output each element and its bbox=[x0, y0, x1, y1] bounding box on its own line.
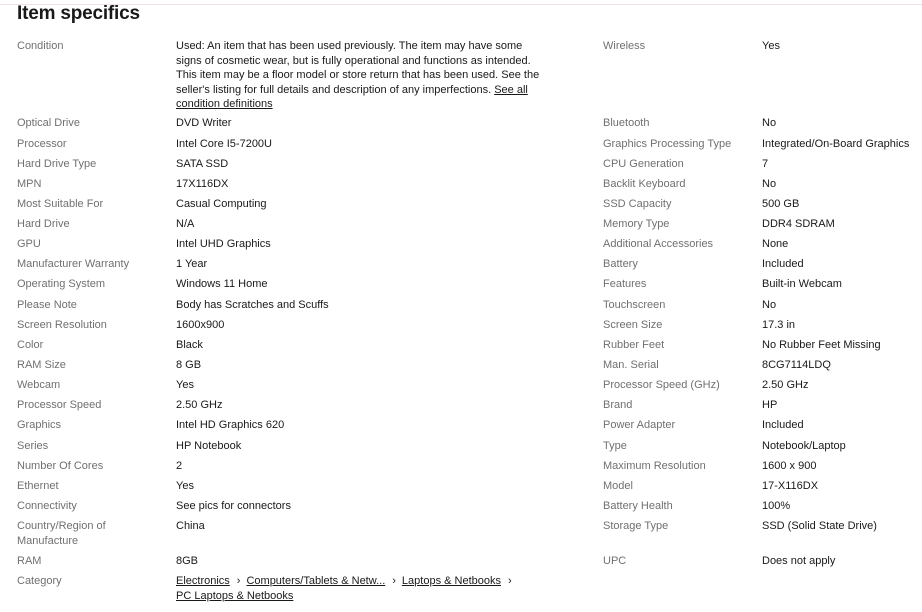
spec-label: Color bbox=[17, 339, 44, 351]
spec-label: Operating System bbox=[17, 278, 106, 290]
spec-label: Brand bbox=[603, 399, 633, 411]
spec-value: Intel Core I5-7200U bbox=[176, 138, 272, 150]
spec-label: Screen Size bbox=[603, 319, 663, 331]
spec-label: Number Of Cores bbox=[17, 460, 104, 472]
spec-value: 7 bbox=[762, 158, 769, 170]
spec-label-wireless: Wireless bbox=[603, 40, 646, 52]
spec-value: 8CG7114LDQ bbox=[762, 359, 831, 371]
condition-definitions-link[interactable]: See all condition definitions bbox=[176, 83, 528, 110]
spec-value: 1 Year bbox=[176, 258, 208, 270]
category-label: Category bbox=[17, 575, 62, 587]
spec-value: Intel HD Graphics 620 bbox=[176, 419, 285, 431]
spec-value: 8 GB bbox=[176, 359, 202, 371]
spec-value: No bbox=[762, 178, 777, 190]
spec-value: N/A bbox=[176, 218, 195, 230]
spec-label: Most Suitable For bbox=[17, 198, 104, 210]
spec-value: 500 GB bbox=[762, 198, 800, 210]
spec-value: DVD Writer bbox=[176, 117, 232, 129]
spec-value: None bbox=[762, 238, 789, 250]
spec-label: Webcam bbox=[17, 379, 61, 391]
breadcrumb-electronics[interactable]: Electronics bbox=[176, 575, 230, 587]
breadcrumb-pc-laptops-netbooks[interactable]: PC Laptops & Netbooks bbox=[176, 589, 294, 602]
condition-value bbox=[176, 39, 548, 112]
spec-label: RAM bbox=[17, 555, 42, 567]
spec-label: Features bbox=[603, 278, 647, 290]
spec-value: See pics for connectors bbox=[176, 500, 291, 512]
spec-value: No bbox=[762, 299, 777, 311]
spec-value: Included bbox=[762, 419, 804, 431]
spec-value: 17-X116DX bbox=[762, 480, 819, 492]
spec-label: CPU Generation bbox=[603, 158, 684, 170]
spec-label: Battery Health bbox=[603, 500, 673, 512]
spec-label: Connectivity bbox=[17, 500, 77, 512]
spec-label: Ethernet bbox=[17, 480, 59, 492]
spec-value: 8GB bbox=[176, 555, 199, 567]
spec-value: No Rubber Feet Missing bbox=[762, 339, 881, 351]
spec-label: Manufacturer Warranty bbox=[17, 258, 130, 270]
spec-label: RAM Size bbox=[17, 359, 66, 371]
spec-value: 2 bbox=[176, 460, 183, 472]
spec-value: Included bbox=[762, 258, 804, 270]
spec-label: Storage Type bbox=[603, 520, 669, 532]
spec-value: Yes bbox=[176, 379, 194, 391]
spec-label: MPN bbox=[17, 178, 42, 190]
spec-value: HP Notebook bbox=[176, 440, 242, 452]
spec-label: Please Note bbox=[17, 299, 77, 311]
breadcrumb-computers-tablets[interactable]: Computers/Tablets & Netw... bbox=[246, 575, 386, 587]
spec-value: Windows 11 Home bbox=[176, 278, 268, 290]
spec-label: SSD Capacity bbox=[603, 198, 672, 210]
spec-label: Processor Speed bbox=[17, 399, 102, 411]
spec-label: Bluetooth bbox=[603, 117, 650, 129]
spec-value: China bbox=[176, 520, 205, 532]
spec-label: Man. Serial bbox=[603, 359, 659, 371]
spec-value: Integrated/On-Board Graphics bbox=[762, 138, 910, 150]
spec-label: Rubber Feet bbox=[603, 339, 665, 351]
spec-label: Power Adapter bbox=[603, 419, 676, 431]
spec-value: 2.50 GHz bbox=[176, 399, 223, 411]
spec-label: Battery bbox=[603, 258, 638, 270]
spec-label: Country/Region of Manufacture bbox=[17, 520, 106, 547]
spec-label: GPU bbox=[17, 238, 41, 250]
spec-label: Hard Drive Type bbox=[17, 158, 97, 170]
spec-value: HP bbox=[762, 399, 778, 411]
chevron-right-icon: › bbox=[392, 575, 396, 587]
spec-value: 17.3 in bbox=[762, 319, 796, 331]
category-breadcrumb bbox=[176, 574, 556, 603]
spec-value: Intel UHD Graphics bbox=[176, 238, 271, 250]
spec-value: 1600x900 bbox=[176, 319, 225, 331]
spec-value: 100% bbox=[762, 500, 791, 512]
condition-description: Used: An item that has been used previously. The item may have some signs of cosmetic wear, but is fully operational and functions as intended. This item may be a floor model or store return that has been used. See the seller's listing for full details and description of any imperfections. bbox=[176, 40, 540, 96]
spec-value-wireless: Yes bbox=[762, 40, 780, 52]
spec-label: Memory Type bbox=[603, 218, 670, 230]
spec-label: Type bbox=[603, 440, 627, 452]
section-heading: Item specifics bbox=[17, 3, 140, 24]
spec-value: No bbox=[762, 117, 777, 129]
spec-label: Touchscreen bbox=[603, 299, 666, 311]
spec-label: Model bbox=[603, 480, 633, 492]
spec-value: Black bbox=[176, 339, 203, 351]
spec-value: 1600 x 900 bbox=[762, 460, 817, 472]
spec-label: Graphics bbox=[17, 419, 62, 431]
spec-value: SATA SSD bbox=[176, 158, 229, 170]
breadcrumb-laptops-netbooks[interactable]: Laptops & Netbooks bbox=[401, 575, 501, 587]
spec-label: Backlit Keyboard bbox=[603, 178, 686, 190]
spec-label: Screen Resolution bbox=[17, 319, 107, 331]
spec-label: Maximum Resolution bbox=[603, 460, 706, 472]
spec-value: Yes bbox=[176, 480, 194, 492]
spec-label: Hard Drive bbox=[17, 218, 70, 230]
spec-label: Processor Speed (GHz) bbox=[603, 379, 720, 391]
spec-value: Notebook/Laptop bbox=[762, 440, 846, 452]
spec-label: UPC bbox=[603, 555, 627, 567]
chevron-right-icon: › bbox=[508, 575, 512, 587]
spec-label: Series bbox=[17, 440, 49, 452]
chevron-right-icon: › bbox=[236, 575, 241, 587]
spec-value: Built-in Webcam bbox=[762, 278, 842, 290]
spec-value: Does not apply bbox=[762, 555, 836, 567]
spec-label: Processor bbox=[17, 138, 67, 150]
spec-value: DDR4 SDRAM bbox=[762, 218, 835, 230]
spec-label: Optical Drive bbox=[17, 117, 80, 129]
spec-label: Additional Accessories bbox=[603, 238, 714, 250]
spec-value: Casual Computing bbox=[176, 198, 267, 210]
condition-label: Condition bbox=[17, 40, 64, 52]
spec-value: 17X116DX bbox=[176, 178, 229, 190]
spec-label: Graphics Processing Type bbox=[603, 138, 732, 150]
spec-value: SSD (Solid State Drive) bbox=[762, 520, 877, 532]
spec-value: Body has Scratches and Scuffs bbox=[176, 299, 329, 311]
spec-value: 2.50 GHz bbox=[762, 379, 809, 391]
